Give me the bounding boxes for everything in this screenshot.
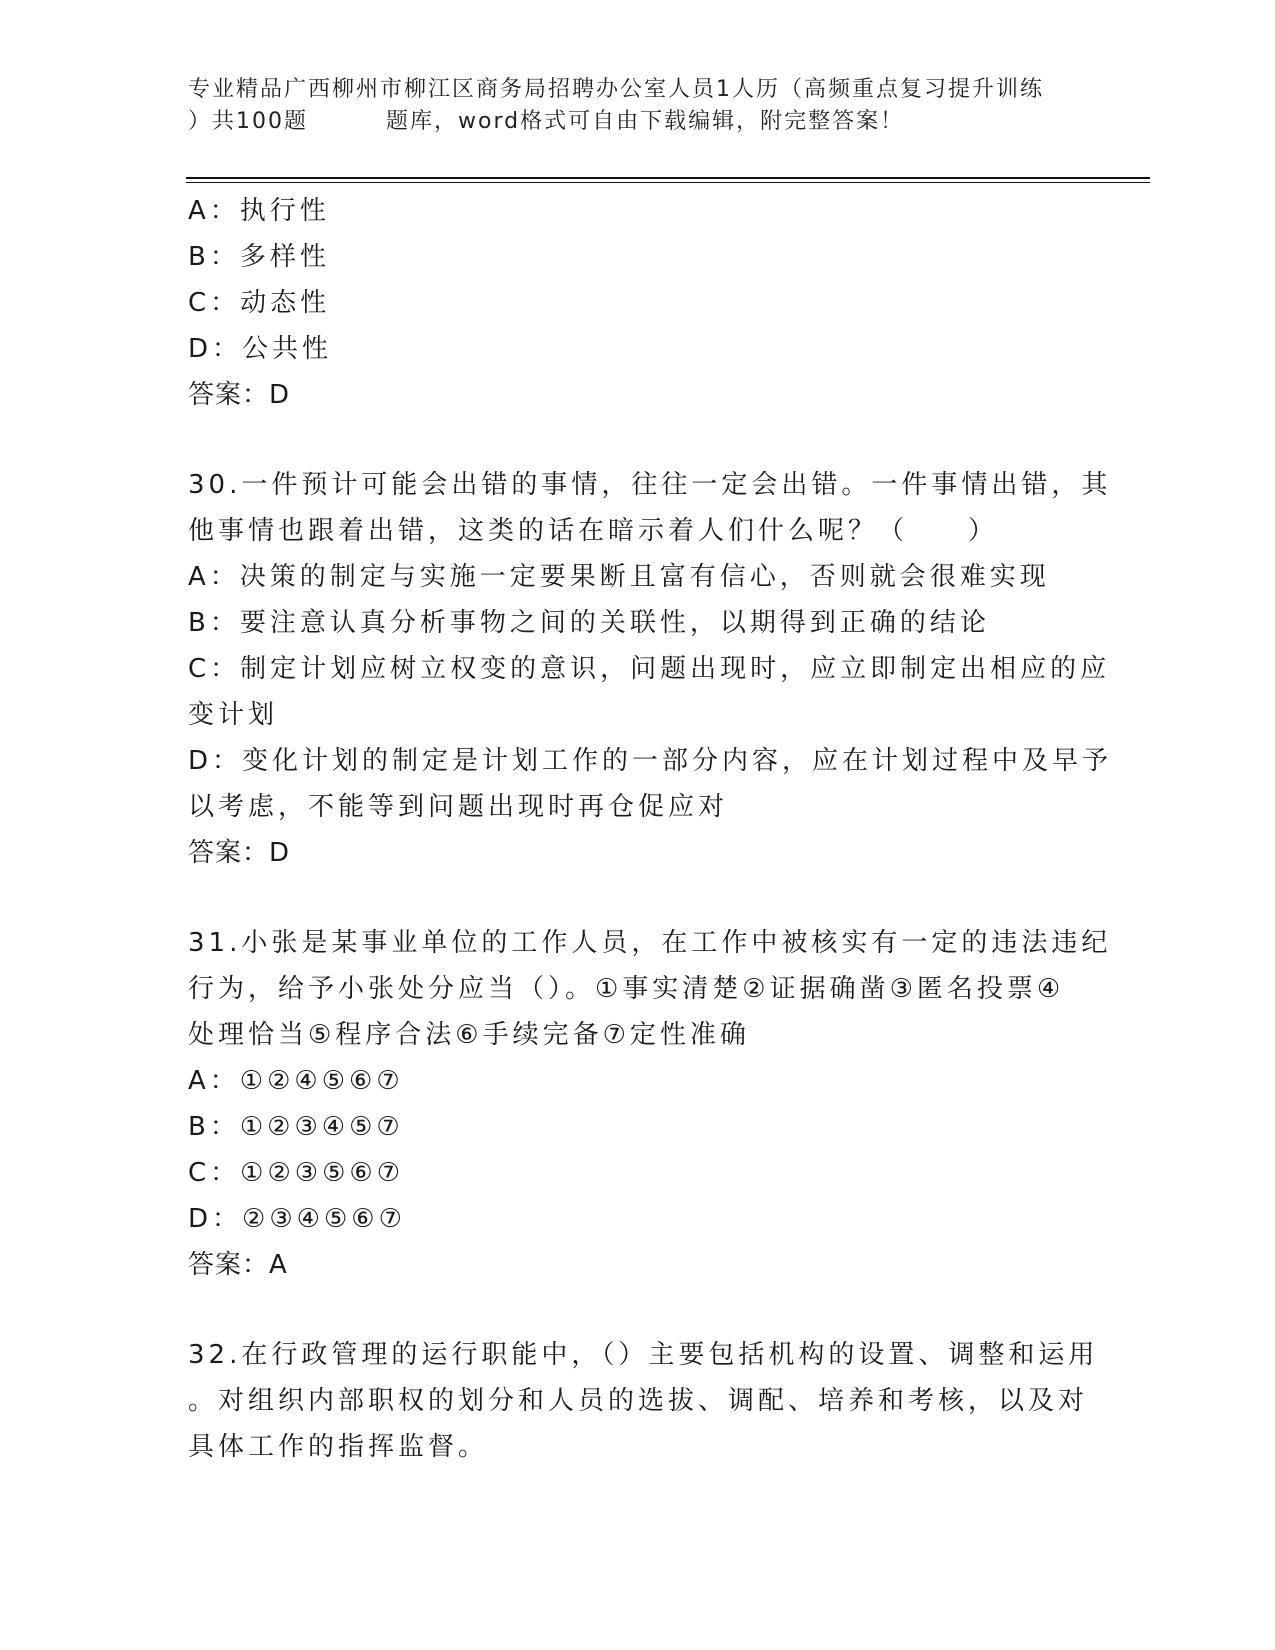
header-line-1: 专业精品广西柳州市柳江区商务局招聘办公室人员1人历（高频重点复习提升训练: [188, 77, 1044, 102]
q29-options: [188, 188, 1088, 418]
header-line-2-part-1: ）共100题: [188, 109, 308, 134]
q31-stem-line-1: 31.小张是某事业单位的工作人员，在工作中被核实有一定的违法违纪: [188, 928, 1112, 958]
q32-stem-line-2: 。对组织内部职权的划分和人员的选拔、调配、培养和考核，以及对: [188, 1386, 1089, 1416]
q31-stem-line-2: 行为，给予小张处分应当（）。①事实清楚②证据确凿③匿名投票④: [188, 974, 1065, 1004]
q30-stem-line-2: 他事情也跟着出错，这类的话在暗示着人们什么呢？（ ）: [188, 516, 999, 546]
q30-option-b: B：要注意认真分析事物之间的关联性，以期得到正确的结论: [188, 608, 990, 638]
q29-option-d: D：公共性: [188, 334, 333, 364]
question-content: [188, 188, 1113, 1470]
q30-stem-line-1: 30.一件预计可能会出错的事情，往往一定会出错。一件事情出错，其: [188, 470, 1112, 500]
q29-answer: 答案：D: [188, 380, 291, 410]
q30-option-c-line-1: C：制定计划应树立权变的意识，问题出现时，应立即制定出相应的应: [188, 654, 1111, 684]
q31-option-c: C：①②③⑤⑥⑦: [188, 1158, 405, 1188]
q29-option-a: A：执行性: [188, 196, 330, 226]
question-31: [188, 920, 1112, 1288]
header-divider-thick: [186, 177, 1150, 179]
q30-option-d-line-1: D：变化计划的制定是计划工作的一部分内容，应在计划过程中及早予: [188, 746, 1113, 776]
q31-option-d: D：②③④⑤⑥⑦: [188, 1204, 406, 1234]
header-divider-thin: [186, 182, 1150, 183]
q31-stem-line-3: 处理恰当⑤程序合法⑥手续完备⑦定性准确: [188, 1020, 750, 1050]
header-line-2-part-2: 题库，word格式可自由下载编辑，附完整答案！: [386, 109, 905, 134]
q31-option-b: B：①②③④⑤⑦: [188, 1112, 404, 1142]
q31-option-a: A：①②④⑤⑥⑦: [188, 1066, 404, 1096]
q29-option-b: B：多样性: [188, 242, 330, 272]
q30-option-d-line-2: 以考虑，不能等到问题出现时再仓促应对: [188, 792, 729, 822]
q30-option-c-line-2: 变计划: [188, 700, 279, 730]
question-30: [188, 462, 1113, 876]
page-header: [188, 74, 1088, 138]
q31-answer: 答案：A: [188, 1250, 288, 1280]
header-line-2: [188, 106, 1088, 138]
q29-option-c: C：动态性: [188, 288, 331, 318]
q32-stem-line-3: 具体工作的指挥监督。: [188, 1432, 489, 1462]
q32-stem-line-1: 32.在行政管理的运行职能中，（）主要包括机构的设置、调整和运用: [188, 1340, 1099, 1370]
q30-answer: 答案：D: [188, 838, 291, 868]
question-32: [188, 1332, 1099, 1470]
q30-option-a: A：决策的制定与实施一定要果断且富有信心，否则就会很难实现: [188, 562, 1050, 592]
